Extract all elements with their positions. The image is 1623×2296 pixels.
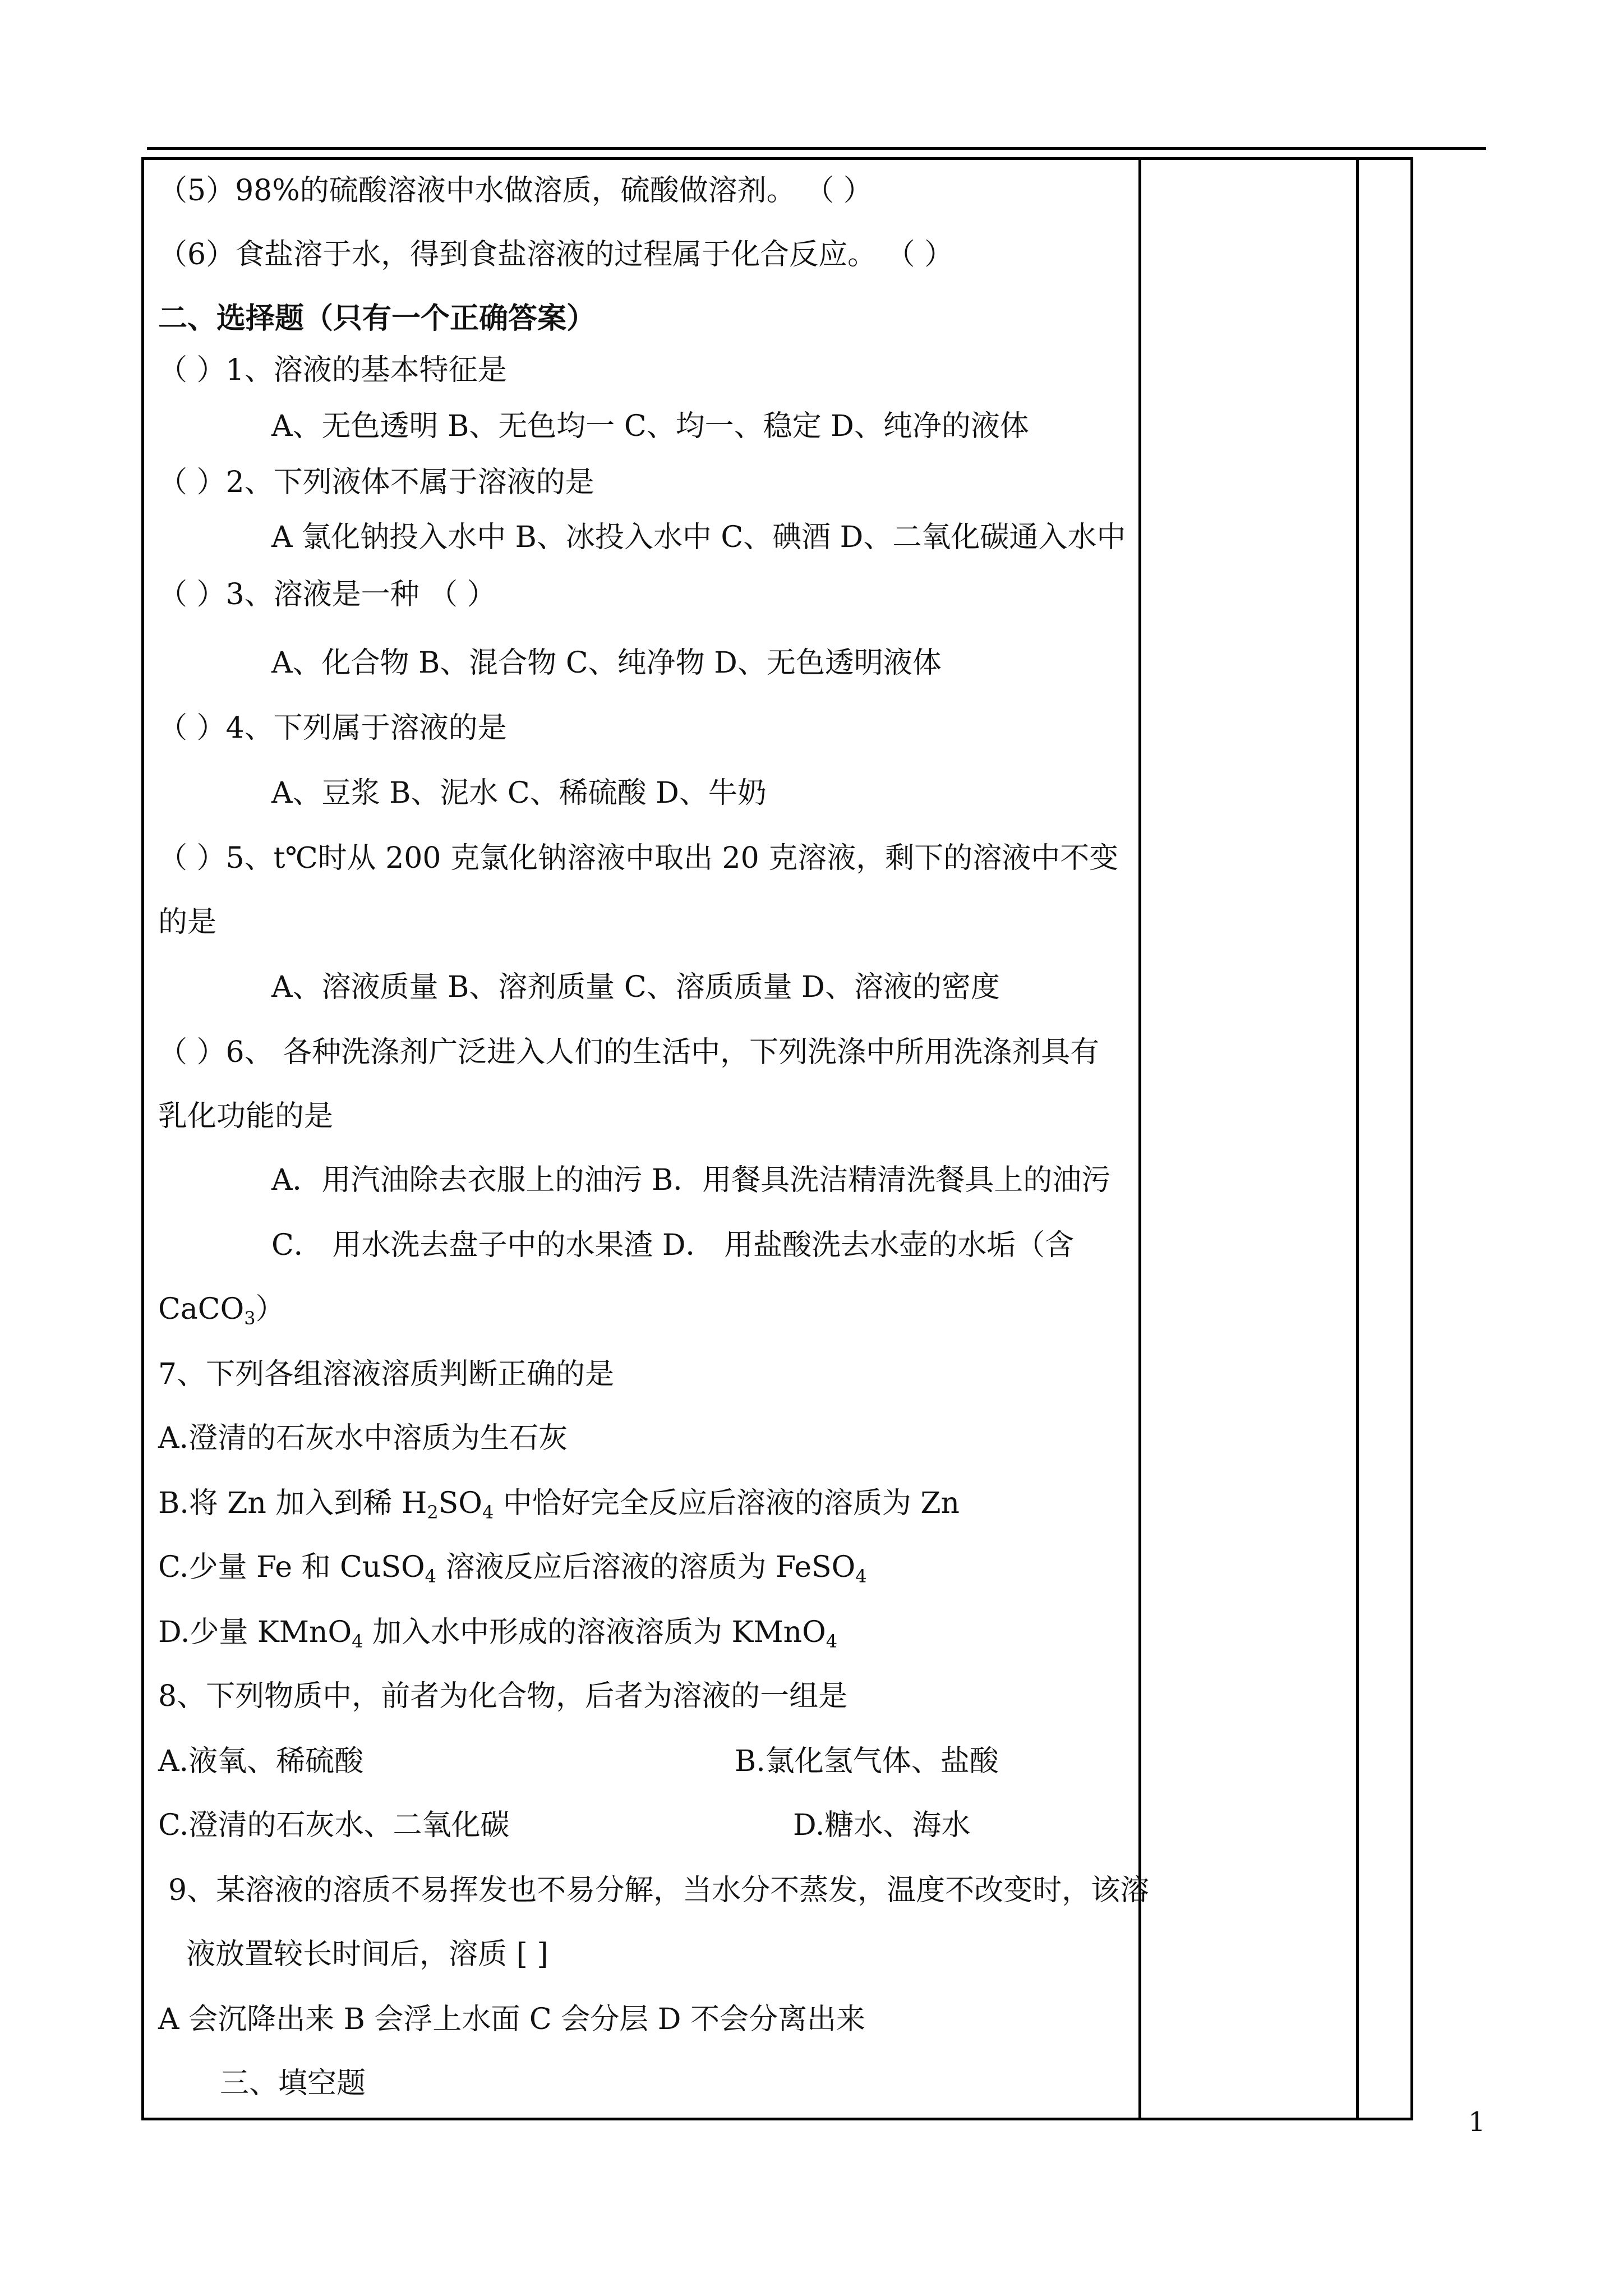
question-1: （ ）1、溶液的基本特征是 <box>158 353 507 387</box>
question-7: 7、下列各组溶液溶质判断正确的是 <box>158 1358 615 1391</box>
question-3-options: A、化合物 B、混合物 C、纯净物 D、无色透明液体 <box>271 646 942 680</box>
question-5-options: A、溶液质量 B、溶剂质量 C、溶质质量 D、溶液的密度 <box>271 970 1000 1004</box>
question-true-false-5: （5）98%的硫酸溶液中水做溶质，硫酸做溶剂。 （ ） <box>158 174 873 208</box>
question-8: 8、下列物质中，前者为化合物，后者为溶液的一组是 <box>158 1680 848 1713</box>
question-9-options: A 会沉降出来 B 会浮上水面 C 会分层 D 不会分离出来 <box>158 2003 865 2036</box>
section-2-heading: 二、选择题（只有一个正确答案） <box>158 301 596 335</box>
question-8-option-d: D.糖水、海水 <box>793 1809 971 1842</box>
question-6-option-a-b: A．用汽油除去衣服上的油污 B．用餐具洗洁精清洗餐具上的油污 <box>271 1163 1111 1197</box>
question-8-option-b: B.氯化氢气体、盐酸 <box>735 1745 999 1778</box>
question-5: （ ）5、t℃时从 200 克氯化钠溶液中取出 20 克溶液，剩下的溶液中不变 <box>158 841 1119 875</box>
question-7-option-d: D.少量 KMnO$_4$ 加入水中形成的溶液溶质为 KMnO$_4$ <box>158 1616 838 1652</box>
question-8-option-a: A.液氧、稀硫酸 <box>158 1745 364 1778</box>
header-rule <box>147 147 1486 150</box>
question-6-option-c-d: C． 用水洗去盘子中的水果渣 D． 用盐酸洗去水壶的水垢（含 <box>271 1228 1075 1262</box>
question-7-option-c: C.少量 Fe 和 CuSO$_4$ 溶液反应后溶液的溶质为 FeSO$_4$ <box>158 1550 867 1587</box>
question-4-options: A、豆浆 B、泥水 C、稀硫酸 D、牛奶 <box>271 776 767 810</box>
section-3-heading: 三、填空题 <box>220 2067 366 2100</box>
page-number: 1 <box>1468 2106 1486 2138</box>
question-6: （ ）6、 各种洗涤剂广泛进入人们的生活中，下列洗涤中所用洗涤剂具有 <box>158 1036 1100 1069</box>
question-4: （ ）4、下列属于溶液的是 <box>158 711 507 745</box>
question-1-options: A、无色透明 B、无色均一 C、均一、稳定 D、纯净的液体 <box>271 409 1029 443</box>
question-6-continued: 乳化功能的是 <box>158 1099 334 1133</box>
question-2-options: A 氯化钠投入水中 B、冰投入水中 C、碘酒 D、二氧化碳通入水中 <box>271 521 1126 554</box>
question-true-false-6: （6）食盐溶于水，得到食盐溶液的过程属于化合反应。 （ ） <box>158 238 954 272</box>
question-7-option-a: A.澄清的石灰水中溶质为生石灰 <box>158 1421 568 1455</box>
question-8-option-c: C.澄清的石灰水、二氧化碳 <box>158 1809 510 1842</box>
question-5-continued: 的是 <box>158 905 217 939</box>
question-9-continued: 液放置较长时间后，溶质 [ ] <box>186 1938 548 1971</box>
column-divider-2 <box>1356 157 1359 2120</box>
question-6-option-d-continued: CaCO$_3$） <box>158 1292 285 1329</box>
column-divider-1 <box>1138 157 1141 2120</box>
question-3: （ ）3、溶液是一种 （ ） <box>158 578 496 611</box>
question-9: 9、某溶液的溶质不易挥发也不易分解，当水分不蒸发，温度不改变时，该溶 <box>168 1874 1150 1907</box>
question-2: （ ）2、下列液体不属于溶液的是 <box>158 466 594 499</box>
question-7-option-b: B.将 Zn 加入到稀 $H_2SO_4$ 中恰好完全反应后溶液的溶质为 Zn <box>158 1487 960 1523</box>
